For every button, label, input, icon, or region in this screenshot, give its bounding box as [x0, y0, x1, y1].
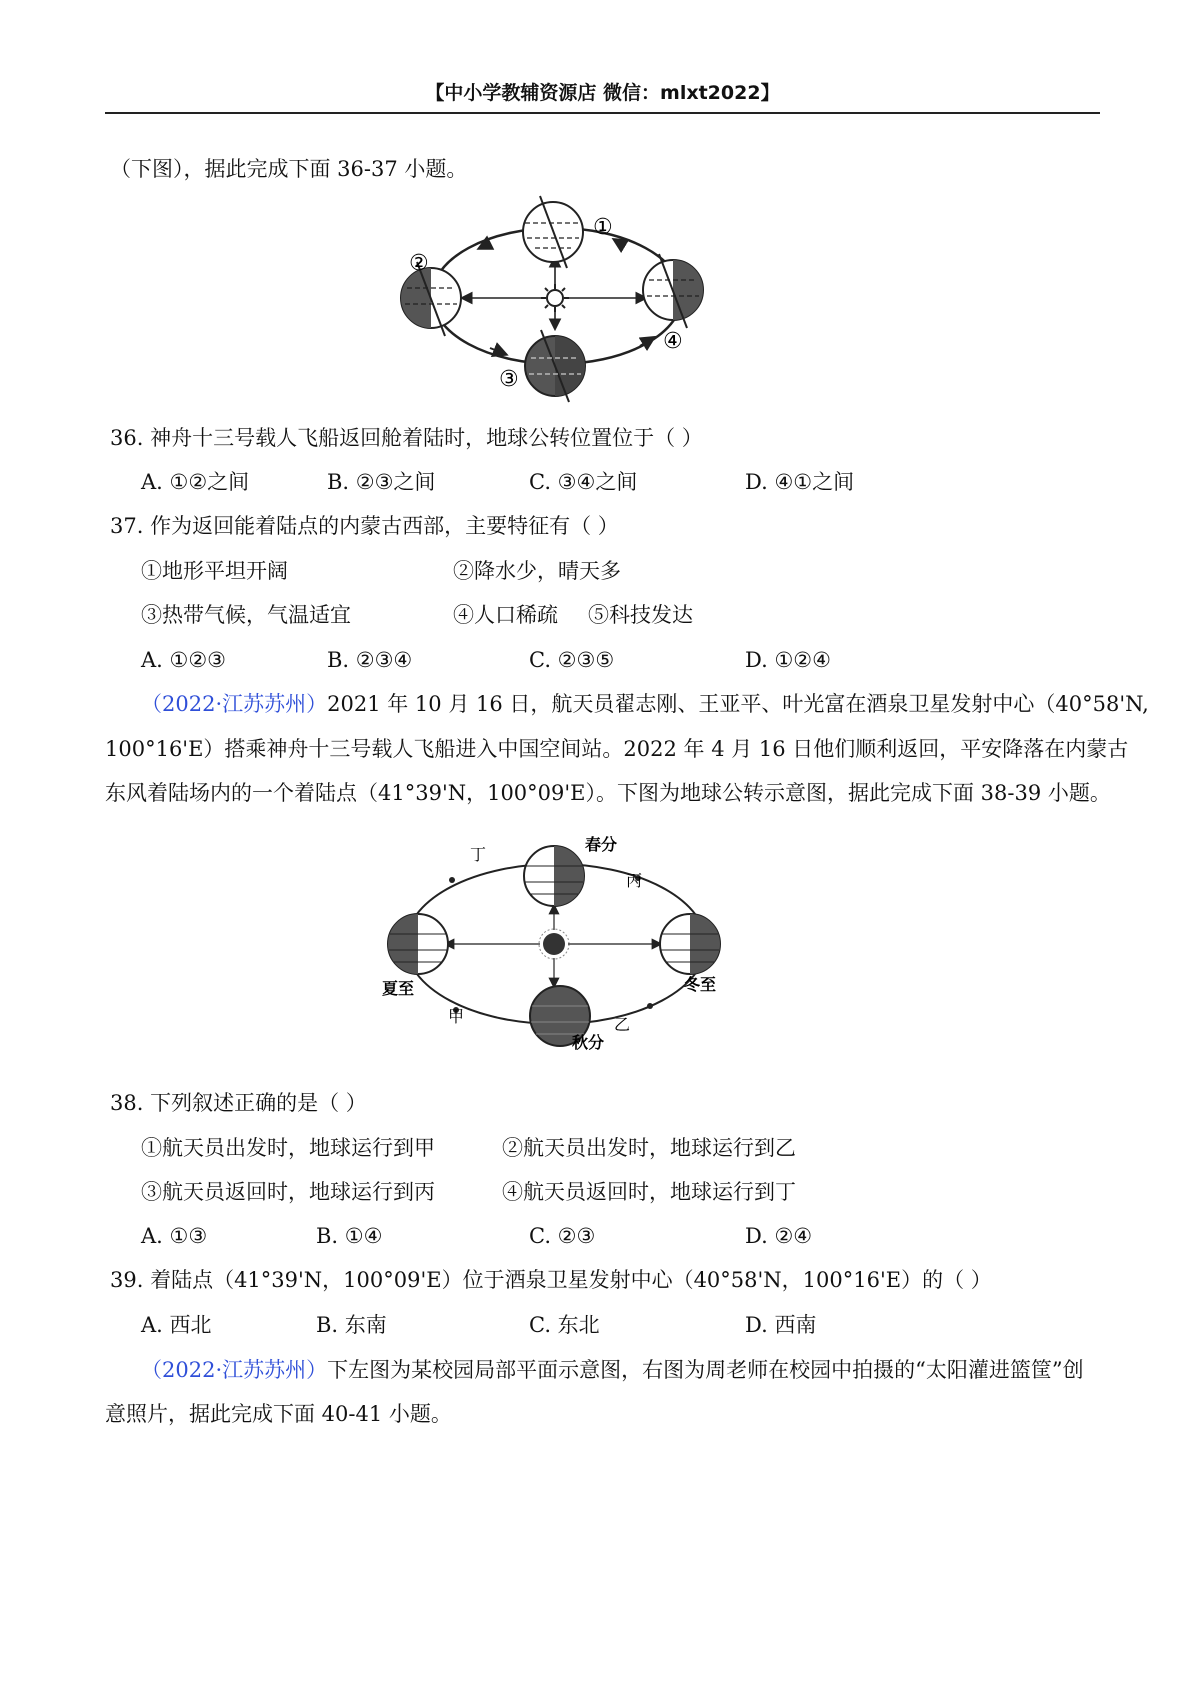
globe-summer-solstice: [388, 914, 448, 974]
q37-option-c: C. ②③⑤: [529, 648, 615, 672]
sun-icon: [539, 929, 569, 959]
q38-item-4: ④航天员返回时，地球运行到丁: [502, 1180, 796, 1204]
q36-option-c: C. ③④之间: [529, 470, 638, 494]
passage2-line3: 东风着陆场内的一个着陆点（41°39'N，100°09'E）。下图为地球公转示意图，据此完成下面 38-39 小题。: [105, 781, 1111, 805]
q37-item-5: ⑤科技发达: [588, 603, 693, 627]
globe-position-4: [643, 254, 703, 328]
q37-option-b: B. ②③④: [327, 648, 413, 672]
passage3-line1: （2022·江苏苏州）下左图为某校园局部平面示意图，右图为周老师在校园中拍摄的“太阳灌进篮筐”创: [141, 1358, 1084, 1382]
label-ding: 丁: [470, 845, 487, 864]
q37-option-a: A. ①②③: [141, 648, 226, 672]
label-3: ③: [499, 367, 519, 392]
page-header: 【中小学教辅资源店 微信：mlxt2022】: [425, 82, 780, 104]
q38-option-b: B. ①④: [316, 1224, 383, 1248]
sun-icon: [541, 284, 569, 312]
globe-spring-equinox: [524, 846, 584, 906]
passage2-line1: （2022·江苏苏州）2021 年 10 月 16 日，航天员翟志刚、王亚平、叶光富在酒泉卫星发射中心（40°58'N,: [141, 692, 1149, 716]
intro-text: （下图），据此完成下面 36-37 小题。: [110, 157, 468, 181]
label-bing: 丙: [626, 871, 643, 890]
label-jia: 甲: [448, 1007, 465, 1026]
header-divider: [105, 112, 1100, 114]
q37-item-4: ④人口稀疏: [453, 603, 558, 627]
q38-item-1: ①航天员出发时，地球运行到甲: [141, 1136, 435, 1160]
orbit-figure-1: [395, 188, 775, 410]
label-2: ②: [409, 251, 429, 276]
label-spring: 春分: [585, 835, 618, 854]
label-summer: 夏至: [382, 979, 415, 998]
q36-option-d: D. ④①之间: [745, 470, 855, 494]
q38-option-d: D. ②④: [745, 1224, 813, 1248]
globe-position-3: [525, 330, 585, 402]
label-winter: 冬至: [684, 975, 717, 994]
q37-item-2: ②降水少，晴天多: [453, 559, 621, 583]
q39-option-a: A. 西北: [141, 1313, 212, 1337]
q39-option-d: D. 西南: [745, 1313, 817, 1337]
q39-option-b: B. 东南: [316, 1313, 387, 1337]
passage3-source: （2022·江苏苏州）: [141, 1358, 328, 1382]
q36-stem: 36. 神舟十三号载人飞船返回舱着陆时，地球公转位置位于（ ）: [110, 426, 703, 450]
q36-option-b: B. ②③之间: [327, 470, 436, 494]
label-1: ①: [593, 215, 613, 240]
q37-item-3: ③热带气候，气温适宜: [141, 603, 351, 627]
passage2-source: （2022·江苏苏州）: [141, 692, 328, 716]
label-autumn: 秋分: [572, 1033, 605, 1052]
q39-option-c: C. 东北: [529, 1313, 600, 1337]
q38-stem: 38. 下列叙述正确的是（ ）: [110, 1091, 367, 1115]
orbit-figure-2: [380, 828, 740, 1058]
passage2-line2: 100°16'E）搭乘神舟十三号载人飞船进入中国空间站。2022 年 4 月 16 日他们顺利返回，平安降落在内蒙古: [105, 737, 1129, 761]
q36-option-a: A. ①②之间: [141, 470, 250, 494]
q38-item-2: ②航天员出发时，地球运行到乙: [502, 1136, 796, 1160]
q39-stem: 39. 着陆点（41°39'N，100°09'E）位于酒泉卫星发射中心（40°58'N，100°16'E）的（ ）: [110, 1268, 992, 1292]
q37-stem: 37. 作为返回能着陆点的内蒙古西部，主要特征有（ ）: [110, 514, 619, 538]
q38-option-a: A. ①③: [141, 1224, 208, 1248]
label-4: ④: [663, 329, 683, 354]
label-yi: 乙: [614, 1015, 631, 1034]
q37-item-1: ①地形平坦开阔: [141, 559, 288, 583]
globe-position-1: [523, 196, 583, 268]
passage3-line2: 意照片，据此完成下面 40-41 小题。: [105, 1402, 452, 1426]
globe-winter-solstice: [660, 914, 720, 974]
q38-option-c: C. ②③: [529, 1224, 596, 1248]
q37-option-d: D. ①②④: [745, 648, 831, 672]
q38-item-3: ③航天员返回时，地球运行到丙: [141, 1180, 435, 1204]
